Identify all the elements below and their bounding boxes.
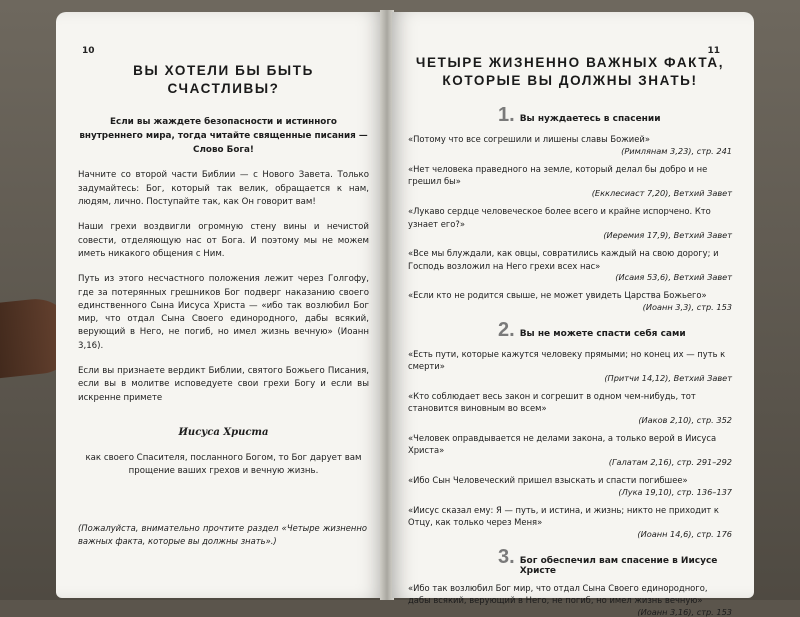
- paragraph-2: Наши грехи воздвигли огромную стену вины и нечистой совести, отделяющую нас от Бога. И поэтому мы не можем иметь никакого общения с Ним.: [78, 222, 369, 259]
- quote-text: «Нет человека праведного на земле, который делал бы добро и не грешил бы»: [408, 164, 708, 187]
- section-3: [408, 546, 732, 617]
- quote-source: (Притчи 14,12), Ветхий Завет: [604, 372, 732, 383]
- quote-item: [408, 163, 732, 198]
- quote-source: (Исаия 53,6), Ветхий Завет: [615, 271, 732, 282]
- paragraph-4: Если вы признаете вердикт Библии, святого Божьего Писания, если вы в молитве исповедуете свои грехи Богу и если вы искренне примете: [78, 366, 369, 403]
- quote-text: «Ибо так возлюбил Бог мир, что отдал Сына Своего единородного, дабы всякий, верующий в Него, не погиб, но имел жизнь вечную»: [408, 583, 708, 606]
- right-page: [392, 12, 754, 617]
- section-title: Бог обеспечил вам спасение в Иисусе Христе: [519, 556, 718, 577]
- quote-text: «Все мы блуждали, как овцы, совратились каждый на свою дорогу; и Господь возложил на Него грехи всех нас»: [408, 248, 719, 271]
- quote-source: (Римлянам 3,23), стр. 241: [621, 145, 732, 156]
- reading-note: (Пожалуйста, внимательно прочтите раздел «Четыре жизненно важных факта, которые вы должны знать».): [78, 523, 367, 547]
- quote-text: «Если кто не родится свыше, не может увидеть Царства Божьего»: [408, 290, 707, 301]
- quote-text: «Лукаво сердце человеческое более всего и крайне испорчено. Кто узнает его?»: [408, 206, 711, 229]
- quote-source: (Иеремия 17,9), Ветхий Завет: [603, 229, 732, 240]
- page-number-right: 11: [707, 46, 720, 56]
- quote-item: [408, 390, 732, 425]
- quote-text: «Ибо Сын Человеческий пришел взыскать и спасти погибшее»: [408, 475, 688, 486]
- section-title: Вы нуждаетесь в спасении: [519, 114, 661, 125]
- section-number: 2.: [498, 319, 515, 342]
- section-title: Вы не можете спасти себя сами: [519, 329, 686, 340]
- quote-item: [408, 348, 732, 383]
- quote-text: «Иисус сказал ему: Я — путь, и истина, и жизнь; никто не приходит к Отцу, как только через Меня»: [408, 505, 719, 528]
- quote-item: [408, 247, 732, 282]
- lead-paragraph: Если вы жаждете безопасности и истинного внутреннего мира, тогда читайте священные писания — Слово Бога!: [79, 117, 368, 155]
- section-1: [408, 104, 732, 312]
- right-page-title: ЧЕТЫРЕ ЖИЗНЕННО ВАЖНЫХ ФАКТА, КОТОРЫЕ ВЫ ДОЛЖНЫ ЗНАТЬ!: [415, 55, 725, 89]
- section-2: [408, 319, 732, 539]
- quote-source: (Иаков 2,10), стр. 352: [638, 414, 732, 425]
- quote-source: (Галатам 2,16), стр. 291–292: [608, 456, 732, 467]
- section-number: 1.: [498, 104, 515, 127]
- jesus-christ-heading: Иисуса Христа: [178, 427, 269, 438]
- paragraph-1: Начните со второй части Библии — с Нового Завета. Только задумайтесь: Бог, который так велик, обращается к нам, людям, лично. Поступайте так, как Он говорит вам!: [78, 170, 369, 207]
- quote-item: [408, 205, 732, 240]
- quote-text: «Есть пути, которые кажутся человеку прямыми; но конец их — путь к смерти»: [408, 349, 726, 372]
- quote-source: (Екклесиаст 7,20), Ветхий Завет: [591, 187, 732, 198]
- quote-item: [408, 582, 732, 617]
- quote-item: [408, 474, 732, 497]
- quote-item: [408, 133, 732, 156]
- quote-text: «Кто соблюдает весь закон и согрешит в одном чем-нибудь, тот становится виновным во всем»: [408, 391, 696, 414]
- quote-item: [408, 504, 732, 539]
- page-number-left: 10: [82, 46, 95, 56]
- quote-source: (Иоанн 3,3), стр. 153: [642, 301, 732, 312]
- section-heading: [498, 546, 732, 576]
- quote-item: [408, 432, 732, 467]
- section-number: 3.: [498, 546, 515, 569]
- left-page-title: ВЫ ХОТЕЛИ БЫ БЫТЬ СЧАСТЛИВЫ?: [133, 63, 314, 97]
- left-page: [56, 12, 383, 598]
- paragraph-5: как своего Спасителя, посланного Богом, то Бог дарует вам прощение ваших грехов и вечную жизнь.: [85, 453, 362, 477]
- quote-source: (Иоанн 3,16), стр. 153: [637, 606, 732, 617]
- paragraph-3: Путь из этого несчастного положения лежит через Голгофу, где за потерянных грешников Бог подверг наказанию своего единственного Сына Иисуса Христа — «ибо так возлюбил Бог мир, что отдал Сына Своего единородного, дабы всякий, верующий в Него, не погиб, но имел жизнь вечную» (Иоанн 3,16).: [78, 274, 369, 351]
- section-heading: [498, 319, 732, 342]
- quote-source: (Иоанн 14,6), стр. 176: [637, 528, 732, 539]
- quote-text: «Потому что все согрешили и лишены славы Божией»: [408, 134, 650, 145]
- quote-item: [408, 289, 732, 312]
- quote-source: (Лука 19,10), стр. 136–137: [618, 486, 732, 497]
- section-heading: [498, 104, 732, 127]
- quote-text: «Человек оправдывается не делами закона, а только верой в Иисуса Христа»: [408, 433, 717, 456]
